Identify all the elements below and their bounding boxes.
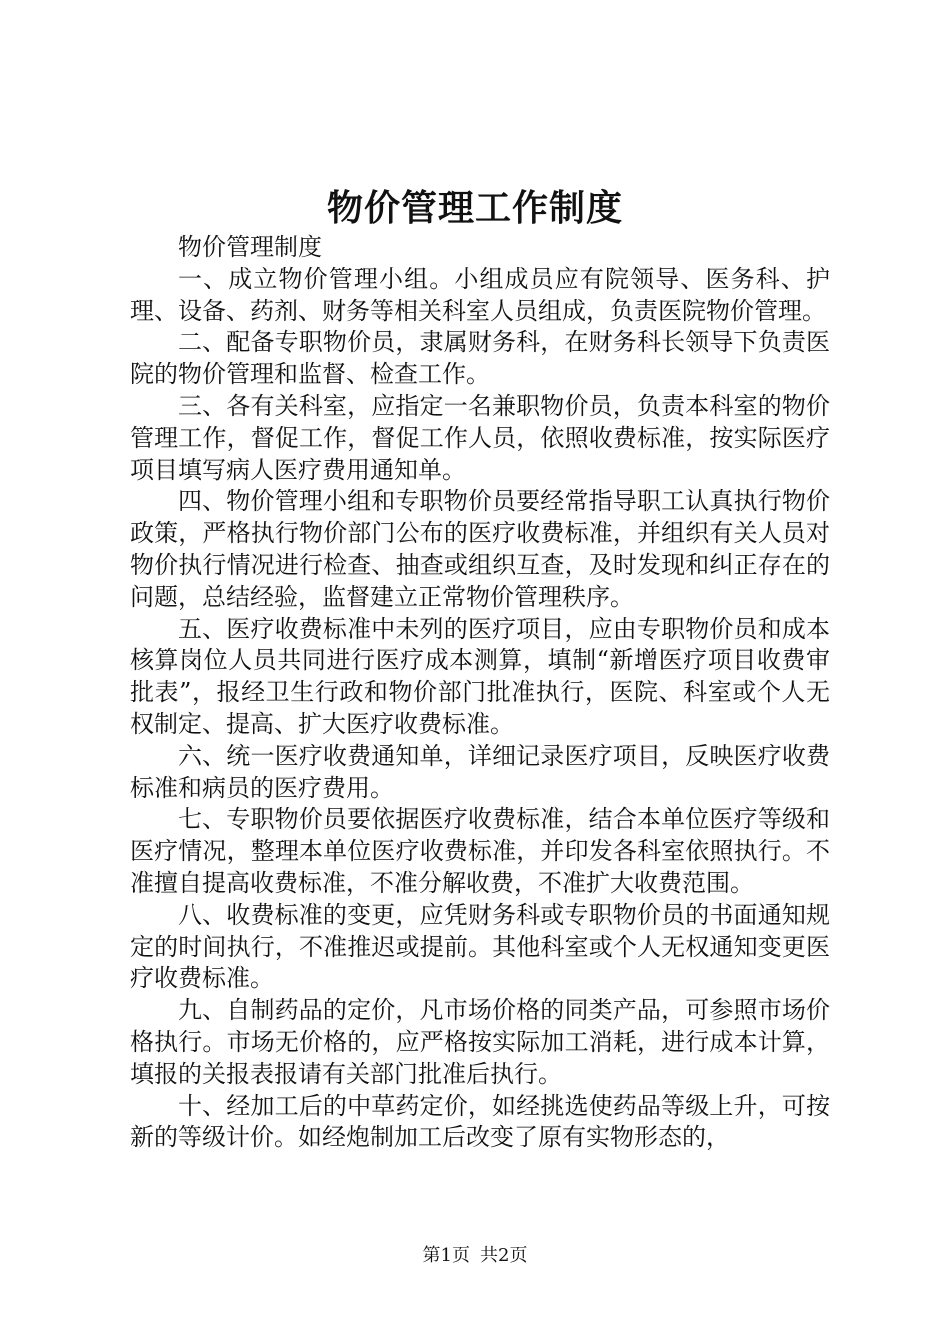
paragraph-8: 八、收费标准的变更，应凭财务科或专职物价员的书面通知规定的时间执行，不准推迟或提前。其他科室或个人无权通知变更医疗收费标准。 bbox=[130, 900, 830, 993]
paragraph-6: 六、统一医疗收费通知单，详细记录医疗项目，反映医疗收费标准和病员的医疗费用。 bbox=[130, 741, 830, 802]
document-body bbox=[130, 232, 830, 1154]
paragraph-9: 九、自制药品的定价，凡市场价格的同类产品，可参照市场价格执行。市场无价格的，应严格按实际加工消耗，进行成本计算，填报的关报表报请有关部门批准后执行。 bbox=[130, 996, 830, 1088]
paragraph-10: 十、经加工后的中草药定价，如经挑选使药品等级上升，可按新的等级计价。如经炮制加工后改变了原有实物形态的， bbox=[130, 1091, 830, 1152]
paragraph-7: 七、专职物价员要依据医疗收费标准，结合本单位医疗等级和医疗情况，整理本单位医疗收费标准，并印发各科室依照执行。不准擅自提高收费标准，不准分解收费，不准扩大收费范围。 bbox=[130, 805, 830, 897]
page-number: 第1页 bbox=[422, 1245, 470, 1266]
paragraph-4: 四、物价管理小组和专职物价员要经常指导职工认真执行物价政策，严格执行物价部门公布的医疗收费标准，并组织有关人员对物价执行情况进行检查、抽查或组织互查，及时发现和纠正存在的问题，总结经验，监督建立正常物价管理秩序。 bbox=[130, 487, 830, 611]
paragraph-1: 一、成立物价管理小组。小组成员应有院领导、医务科、护理、设备、药剂、财务等相关科室人员组成，负责医院物价管理。 bbox=[130, 264, 830, 325]
document-title: 物价管理工作制度 bbox=[326, 187, 623, 229]
paragraph-5: 五、医疗收费标准中未列的医疗项目，应由专职物价员和成本核算岗位人员共同进行医疗成本测算，填制“新增医疗项目收费审批表”，报经卫生行政和物价部门批准执行，医院、科室或个人无权制定、提高、扩大医疗收费标准。 bbox=[130, 614, 830, 738]
page-footer bbox=[0, 1244, 950, 1268]
subtitle-paragraph: 物价管理制度 bbox=[178, 233, 322, 261]
paragraph-3: 三、各有关科室，应指定一名兼职物价员，负责本科室的物价管理工作，督促工作，督促工作人员，依照收费标准，按实际医疗项目填写病人医疗费用通知单。 bbox=[130, 391, 830, 484]
page-total: 共2页 bbox=[480, 1245, 528, 1266]
paragraph-2: 二、配备专职物价员，隶属财务科，在财务科长领导下负责医院的物价管理和监督、检查工作。 bbox=[130, 328, 830, 389]
